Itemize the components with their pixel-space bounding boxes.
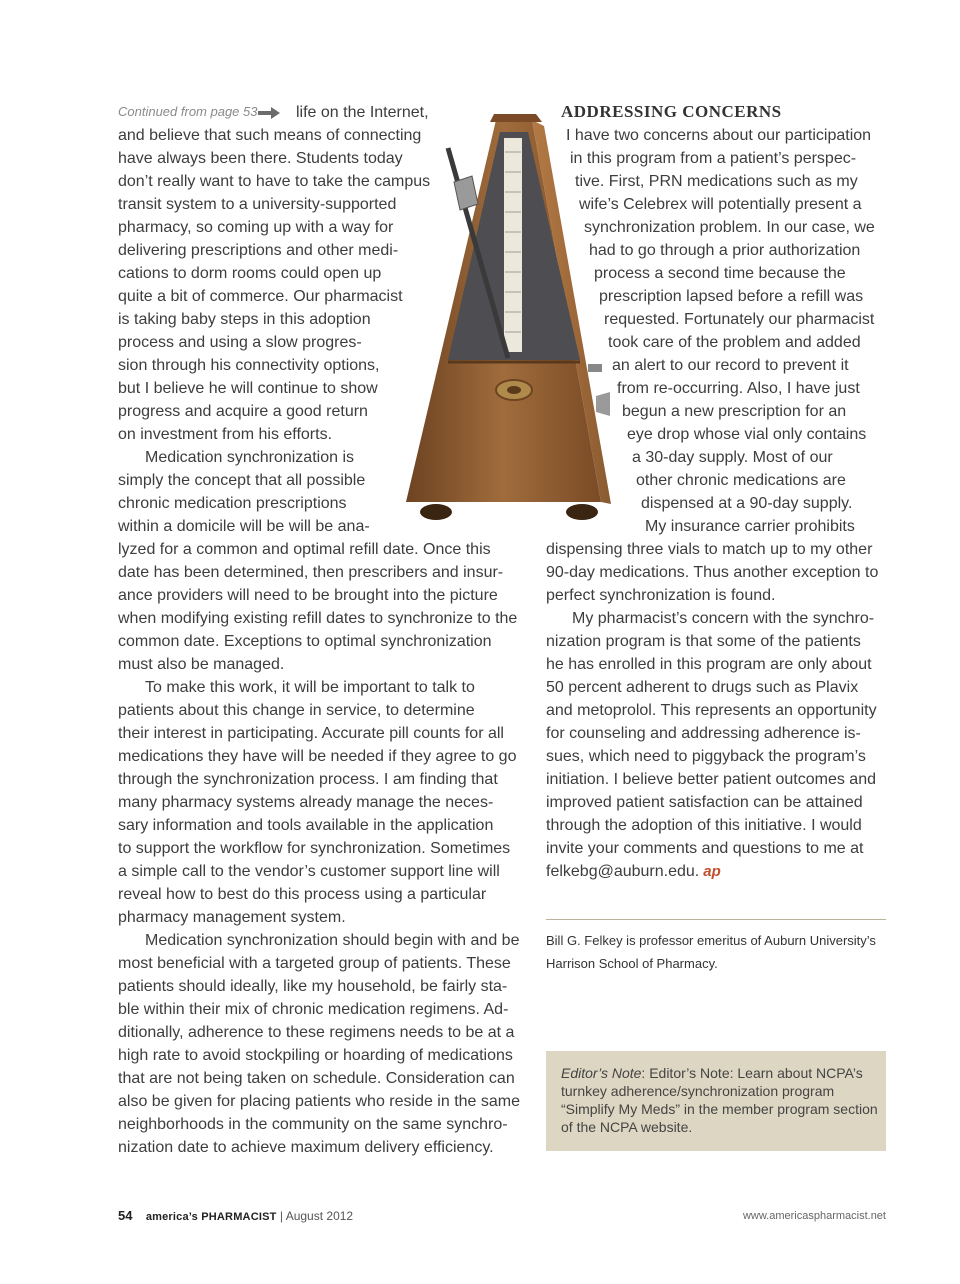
left-text-line: simply the concept that all possible bbox=[118, 472, 366, 489]
footer-url: www.americaspharmacist.net bbox=[742, 1210, 886, 1222]
right-text-line: from re-occurring. Also, I have just bbox=[617, 380, 860, 397]
left-text-line: is taking baby steps in this adoption bbox=[118, 311, 371, 328]
footer-separator: | bbox=[279, 1209, 284, 1223]
right-text-line: process a second time because the bbox=[594, 265, 846, 282]
left-text-line: patients about this change in service, to determine bbox=[118, 702, 475, 719]
right-text-line: invite your comments and questions to me at bbox=[546, 840, 864, 857]
right-text-line: he has enrolled in this program are only about bbox=[546, 656, 872, 673]
left-text-line: lyzed for a common and optimal refill date. Once this bbox=[118, 541, 491, 558]
right-text-line: improved patient satisfaction can be attained bbox=[546, 794, 863, 811]
right-text-line: 90-day medications. Thus another exception to bbox=[546, 564, 879, 581]
left-text-line: within a domicile will be will be ana- bbox=[118, 518, 370, 535]
right-text-line: begun a new prescription for an bbox=[622, 403, 847, 420]
divider-rule bbox=[546, 919, 886, 920]
left-text-line: To make this work, it will be important to talk to bbox=[145, 679, 475, 696]
right-text-line: an alert to our record to prevent it bbox=[612, 357, 849, 374]
continued-from-note: Continued from page 53 bbox=[118, 104, 258, 119]
left-text-line: on investment from his efforts. bbox=[118, 426, 333, 443]
left-text-line: transit system to a university-supported bbox=[118, 196, 397, 213]
left-text-line: reveal how to best do this process using a particular bbox=[118, 886, 487, 903]
left-text-line: don’t really want to have to take the campus bbox=[118, 173, 431, 190]
right-text-line: 50 percent adherent to drugs such as Plavix bbox=[546, 679, 859, 696]
right-text-line: in this program from a patient’s perspec- bbox=[570, 150, 857, 167]
right-text-line: had to go through a prior authorization bbox=[589, 242, 861, 259]
left-text-line: life on the Internet, bbox=[296, 104, 429, 121]
editors-note-label: Editor’s Note bbox=[561, 1065, 642, 1081]
right-text-line bbox=[546, 860, 721, 883]
right-text-line: eye drop whose vial only contains bbox=[627, 426, 867, 443]
right-text-line: through the adoption of this initiative. I would bbox=[546, 817, 862, 834]
page-number: 54 bbox=[118, 1208, 133, 1223]
left-text-line: quite a bit of commerce. Our pharmacist bbox=[118, 288, 403, 305]
issue-date: August 2012 bbox=[285, 1209, 354, 1223]
left-text-line: when modifying existing refill dates to synchronize to the bbox=[118, 610, 518, 627]
right-text-line: sues, which need to piggyback the program’s bbox=[546, 748, 866, 765]
right-text-line: My insurance carrier prohibits bbox=[645, 518, 855, 535]
left-text-line: neighborhoods in the community on the same synchro- bbox=[118, 1116, 508, 1133]
end-of-article-mark: ap bbox=[703, 863, 721, 880]
left-text-line: progress and acquire a good return bbox=[118, 403, 368, 420]
right-text-line: other chronic medications are bbox=[636, 472, 846, 489]
right-text-line: nization program is that some of the patients bbox=[546, 633, 861, 650]
right-text-line: a 30-day supply. Most of our bbox=[632, 449, 833, 466]
left-text-line: must also be managed. bbox=[118, 656, 285, 673]
left-text-line: many pharmacy systems already manage the neces- bbox=[118, 794, 494, 811]
left-text-line: and believe that such means of connecting bbox=[118, 127, 422, 144]
left-text-line: most beneficial with a targeted group of patients. These bbox=[118, 955, 511, 972]
editors-note-text bbox=[561, 1064, 879, 1136]
left-text-line: sary information and tools available in the application bbox=[118, 817, 494, 834]
right-text-line: prescription lapsed before a refill was bbox=[599, 288, 864, 305]
left-text-line: common date. Exceptions to optimal synchronization bbox=[118, 633, 492, 650]
footer-left bbox=[118, 1208, 353, 1223]
right-text-line: for counseling and addressing adherence is- bbox=[546, 725, 861, 742]
left-text-line: high rate to avoid stockpiling or hoarding of medications bbox=[118, 1047, 513, 1064]
left-text-line: through the synchronization process. I am finding that bbox=[118, 771, 498, 788]
right-text-line: and metoprolol. This represents an opportunity bbox=[546, 702, 877, 719]
left-text-line: ance providers will need to be brought into the picture bbox=[118, 587, 498, 604]
left-text-line: date has been determined, then prescribers and insur- bbox=[118, 564, 504, 581]
left-text-line: pharmacy, so coming up with a way for bbox=[118, 219, 394, 236]
right-text-line: I have two concerns about our participation bbox=[566, 127, 872, 144]
magazine-brand: america’s PHARMACIST bbox=[145, 1211, 277, 1223]
right-text-line: dispensed at a 90-day supply. bbox=[641, 495, 853, 512]
right-text-line: requested. Fortunately our pharmacist bbox=[604, 311, 875, 328]
left-text-line: have always been there. Students today bbox=[118, 150, 403, 167]
editors-note-body: : Editor’s Note: Learn about NCPA’s turnkey adherence/synchronization program “Simplify My Meds” in the member program section of the NCPA website. bbox=[561, 1065, 878, 1135]
author-bio: Bill G. Felkey is professor emeritus of Auburn University’s Harrison School of Pharmacy. bbox=[546, 933, 876, 971]
left-text-line: pharmacy management system. bbox=[118, 909, 346, 926]
right-text-line: initiation. I believe better patient outcomes and bbox=[546, 771, 876, 788]
left-text-line: to support the workflow for synchronization. Sometimes bbox=[118, 840, 511, 857]
right-text-line: synchronization problem. In our case, we bbox=[584, 219, 875, 236]
editors-note-box bbox=[546, 1051, 886, 1151]
left-text-line: delivering prescriptions and other medi- bbox=[118, 242, 399, 259]
section-heading: ADDRESSING CONCERNS bbox=[561, 102, 782, 121]
left-text-line: chronic medication prescriptions bbox=[118, 495, 347, 512]
right-text-line: dispensing three vials to match up to my other bbox=[546, 541, 873, 558]
left-text-line: a simple call to the vendor’s customer support line will bbox=[118, 863, 500, 880]
left-text-line: nization date to achieve maximum delivery efficiency. bbox=[118, 1139, 494, 1156]
arrow-right-icon bbox=[258, 107, 280, 119]
left-text-line: sion through his connectivity options, bbox=[118, 357, 380, 374]
left-text-line: patients should ideally, like my household, be fairly sta- bbox=[118, 978, 508, 995]
left-text-line: Medication synchronization should begin with and be bbox=[145, 932, 520, 949]
left-text-line: but I believe he will continue to show bbox=[118, 380, 378, 397]
right-text-line: perfect synchronization is found. bbox=[546, 587, 776, 604]
left-text-line: process and using a slow progres- bbox=[118, 334, 362, 351]
right-text-line: wife’s Celebrex will potentially present a bbox=[579, 196, 862, 213]
left-text-line: that are not being taken on schedule. Consideration can bbox=[118, 1070, 515, 1087]
left-text-line: ditionally, adherence to these regimens needs to be at a bbox=[118, 1024, 515, 1041]
right-text-line: My pharmacist’s concern with the synchro- bbox=[572, 610, 875, 627]
left-text-line: also be given for placing patients who reside in the same bbox=[118, 1093, 521, 1110]
left-text-line: ble within their mix of chronic medication regimens. Ad- bbox=[118, 1001, 509, 1018]
left-text-line: cations to dorm rooms could open up bbox=[118, 265, 382, 282]
left-text-line: Medication synchronization is bbox=[145, 449, 354, 466]
left-text-line: medications they have will be needed if they agree to go bbox=[118, 748, 517, 765]
right-text-line: tive. First, PRN medications such as my bbox=[575, 173, 858, 190]
left-text-line: their interest in participating. Accurate pill counts for all bbox=[118, 725, 504, 742]
email-text[interactable]: felkebg@auburn.edu. bbox=[546, 863, 700, 880]
right-text-line: took care of the problem and added bbox=[608, 334, 861, 351]
